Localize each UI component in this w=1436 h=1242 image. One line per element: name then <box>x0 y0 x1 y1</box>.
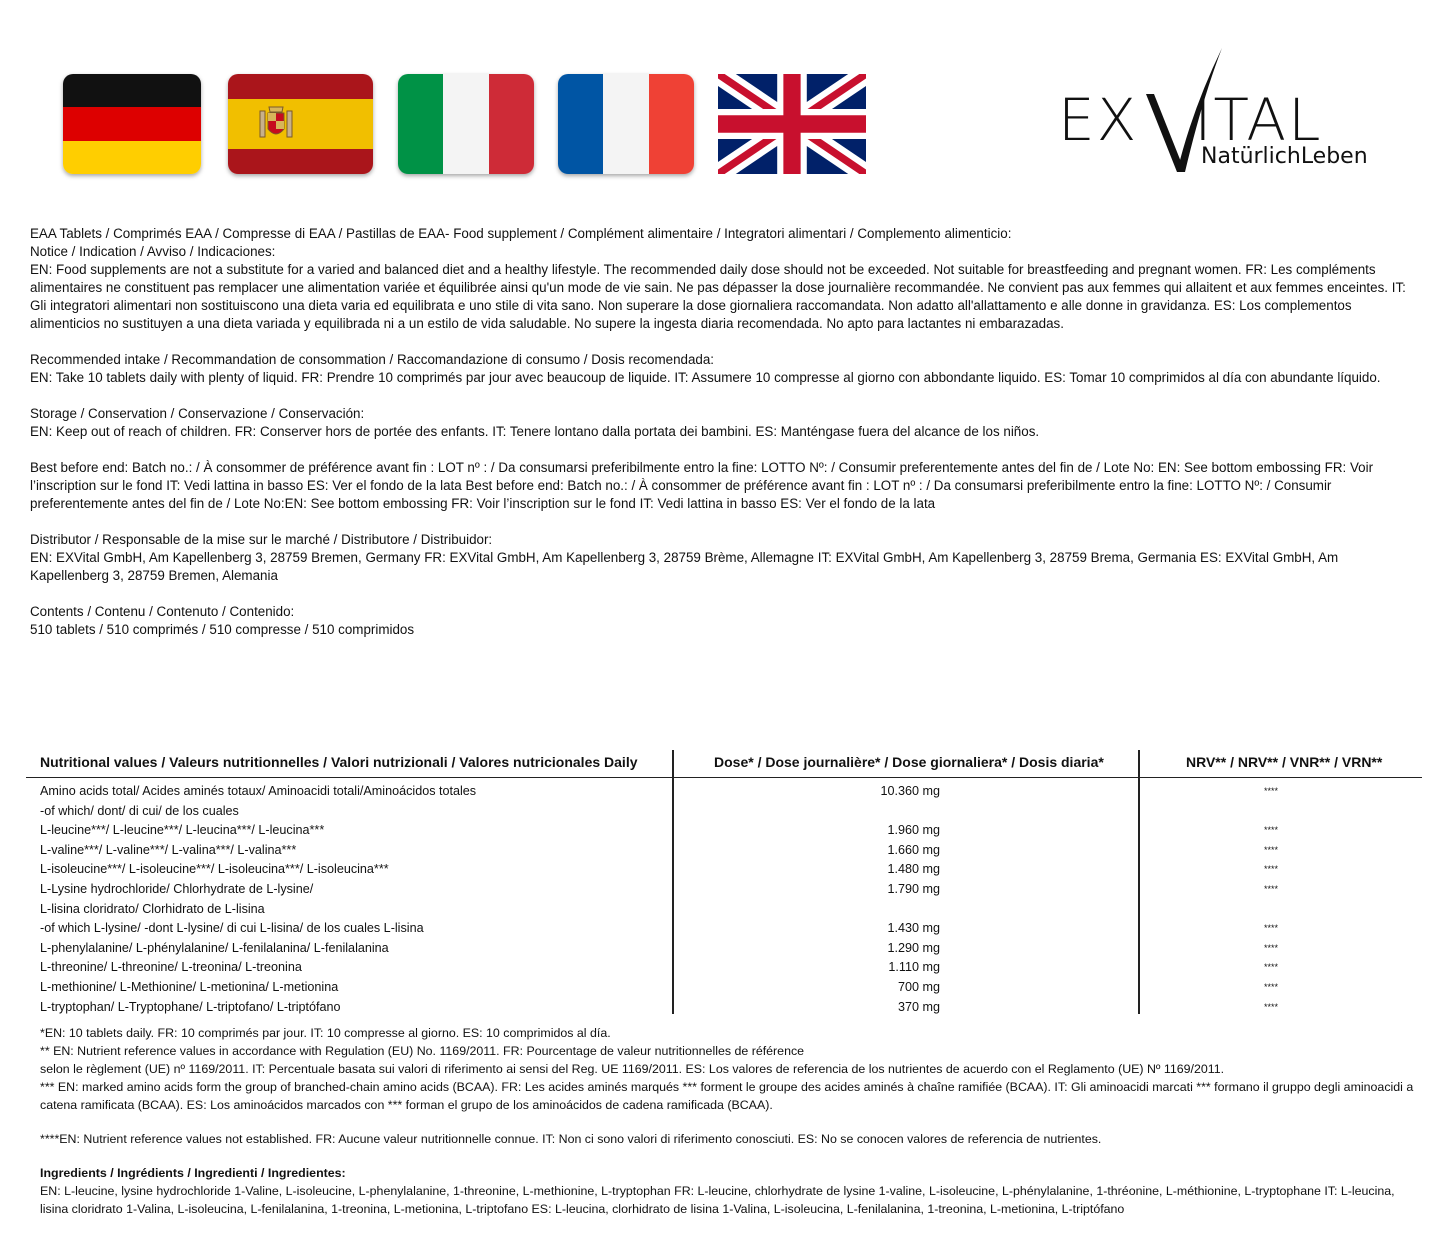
nutrient-amount: 1.660 mg <box>887 842 940 857</box>
nutrient-name: L-lisina cloridrato/ Clorhidrato de L-lisina <box>40 901 265 916</box>
notice-section <box>30 225 1420 333</box>
distributor-section <box>30 531 1420 585</box>
distributor-text: EN: EXVital GmbH, Am Kapellenberg 3, 28759 Bremen, Germany FR: EXVital GmbH, Am Kapellenberg 3, 28759 Brème, Allemagne IT: EXVital GmbH, Am Kapellenberg 3, 28759 Brema, Germania ES: EXVital GmbH, Am Kapellenberg 3, 28759 Bremen, Alemania <box>30 550 1339 583</box>
table-row <box>26 860 1422 880</box>
intake-section <box>30 351 1420 387</box>
table-row <box>26 939 1422 959</box>
header-nrv: NRV** / NRV** / VNR** / VRN** <box>1186 754 1383 770</box>
distributor-heading: Distributor / Responsable de la mise sur le marché / Distributore / Distribuidor: <box>30 532 493 547</box>
uk-flag <box>718 74 866 174</box>
nutrient-nrv: **** <box>1264 923 1279 934</box>
table-header <box>26 750 1422 778</box>
nutrient-amount: 1.790 mg <box>887 881 940 896</box>
notice-text: EN: Food supplements are not a substitute for a varied and balanced diet and a healthy lifestyle. The recommended daily dose should not be exceeded. Not suitable for breastfeeding and pregnant women. FR: Les compléments alimentaires ne constituent pas remplacer une alimentation variée et équilibrée ainsi qu'un mode de vie sain. Ne pas dépasser la dose journalière recommandée. Ne convient pas aux femmes qui allaitent et aux femmes enceintes. IT: Gli integratori alimentari non sostituiscono una dieta varia ed equilibrata e uno stile di vita sano. Non superare la dose giornaliera raccomandata. Non adatto all'allattamento e alle donne in gravidanza. ES: Los complementos alimenticios no sustituyen a una dieta variada y equilibrada ni a un estilo de vida saludable. No supere la ingesta diaria recomendada. No apto para lactantes ni embarazadas. <box>30 262 1406 331</box>
table-row <box>26 802 1422 822</box>
table-row <box>26 958 1422 978</box>
exvital-logo <box>1058 40 1388 180</box>
nutrient-name: L-valine***/ L-valine***/ L-valina***/ L-valina*** <box>40 842 297 857</box>
nutrient-name: L-Lysine hydrochloride/ Chlorhydrate de L-lysine/ <box>40 881 314 896</box>
nutrient-amount: 10.360 mg <box>880 784 940 798</box>
storage-text: EN: Keep out of reach of children. FR: Conserver hors de portée des enfants. IT: Tenere lontano dalla portata dei bambini. ES: Manténgase fuera del alcance de los niños. <box>30 424 1040 439</box>
table-row <box>26 841 1422 861</box>
table-row <box>26 880 1422 900</box>
ingredients-heading: Ingredients / Ingrédients / Ingredienti / Ingredientes: <box>40 1166 346 1180</box>
nutrient-name: L-leucine***/ L-leucine***/ L-leucina***/ L-leucina*** <box>40 823 325 838</box>
nutrient-amount: 370 mg <box>897 999 940 1014</box>
product-title: EAA Tablets / Comprimés EAA / Compresse di EAA / Pastillas de EAA- Food supplement / Complément alimentaire / Integratori alimentari / Complemento alimenticio: <box>30 226 1012 241</box>
nutrient-name: L-isoleucine***/ L-isoleucine***/ L-isoleucina***/ L-isoleucina*** <box>40 862 389 877</box>
nutrient-name: Amino acids total/ Acides aminés totaux/ Aminoacidi totali/Aminoácidos totales <box>40 784 477 798</box>
italy-flag <box>398 74 534 174</box>
contents-heading: Contents / Contenu / Contenuto / Contenido: <box>30 604 295 619</box>
header-nutritional-values: Nutritional values / Valeurs nutritionnelles / Valori nutrizionali / Valores nutricionales Daily <box>40 754 638 770</box>
france-flag <box>558 74 694 174</box>
bestbefore-text: Best before end: Batch no.: / À consommer de préférence avant fin : LOT nº : / Da consumarsi preferibilmente entro la fine: LOTTO Nº: / Consumir preferentemente antes del fin de / Lote No: EN: See bottom embossing FR: Voir l’inscription sur le fond IT: Vedi lattina in basso ES: Ver el fondo de la lata Best before end: Batch no.: / À consommer de préférence avant fin : LOT nº : / Da consumarsi preferibilmente entro la fine: LOTTO Nº: / Consumir preferentemente antes del fin de / Lote No:EN: See bottom embossing FR: Voir l’inscription sur le fond IT: Vedi lattina in basso ES: Ver el fondo de la lata <box>30 460 1374 511</box>
nutrient-nrv: **** <box>1264 864 1279 875</box>
nutrient-name: L-methionine/ L-Methionine/ L-metionina/ L-metionina <box>40 979 339 994</box>
footnote-3: *** EN: marked amino acids form the group of branched-chain amino acids (BCAA). FR: Les acides aminés marqués *** forment le groupe des acides aminés à chaîne ramifiée (BCAA). IT: Gli aminoacidi marcati *** formano il gruppo degli aminoacidi a catena ramificata (BCAA). ES: Los aminoácidos marcados con *** forman el grupo de los aminoácidos de cadena ramificada (BCAA). <box>40 1080 1414 1112</box>
nutrient-nrv: **** <box>1264 883 1279 894</box>
nutrient-name: L-tryptophan/ L-Tryptophane/ L-triptofano/ L-triptófano <box>40 999 341 1014</box>
nutrient-amount: 1.480 mg <box>887 862 940 877</box>
nutrient-amount: 1.110 mg <box>888 960 940 975</box>
nutrient-amount: 700 mg <box>897 979 940 994</box>
nutrient-amount: 1.290 mg <box>887 940 940 955</box>
nutrient-nrv: **** <box>1264 844 1279 855</box>
nutrient-name: L-phenylalanine/ L-phénylalanine/ L-fenilalanina/ L-fenilalanina <box>40 940 389 955</box>
table-row <box>26 782 1422 802</box>
footnote-4: ****EN: Nutrient reference values not established. FR: Aucune valeur nutritionnelle connue. IT: Non ci sono valori di riferimento conosciuti. ES: No se conocen valores de referencia de nutrientes. <box>40 1132 1102 1146</box>
nutrition-table <box>26 750 1422 1017</box>
table-row <box>26 821 1422 841</box>
footnote-1: *EN: 10 tablets daily. FR: 10 comprimés par jour. IT: 10 compresse al giorno. ES: 10 comprimidos al día. <box>40 1026 611 1040</box>
nutrient-nrv: **** <box>1264 825 1279 836</box>
nutrient-nrv: **** <box>1264 942 1279 953</box>
bestbefore-section <box>30 459 1420 513</box>
brand-tagline: NatürlichLeben <box>1201 144 1368 169</box>
table-row <box>26 978 1422 998</box>
intake-text: EN: Take 10 tablets daily with plenty of liquid. FR: Prendre 10 comprimés par jour avec beaucoup de liquide. IT: Assumere 10 compresse al giorno con abbondante liquido. ES: Tomar 10 comprimidos al día con abundante líquido. <box>30 370 1381 385</box>
nutrient-name: -of which L-lysine/ -dont L-lysine/ di cui L-lisina/ de los cuales L-lisina <box>40 921 424 936</box>
spain-flag <box>228 74 373 174</box>
nutrient-nrv: **** <box>1264 786 1279 796</box>
contents-section <box>30 603 1420 639</box>
intake-heading: Recommended intake / Recommandation de consommation / Raccomandazione di consumo / Dosis recomendada: <box>30 352 715 367</box>
table-row <box>26 998 1422 1018</box>
product-information <box>30 225 1420 657</box>
nutrient-nrv: **** <box>1264 962 1279 973</box>
table-body <box>26 782 1422 1017</box>
nutrient-name: -of which/ dont/ di cui/ de los cuales <box>40 803 239 818</box>
brand-name: EX ITAL <box>1058 86 1323 154</box>
ingredients-text: EN: L-leucine, lysine hydrochloride 1-Valine, L-isoleucine, L-phenylalanine, 1-threonine, L-methionine, L-tryptophan FR: L-leucine, chlorhydrate de lysine 1-valine, L-isoleucine, L-phénylalanine, 1-thréonine, L-méthionine, L-tryptophane IT: L-leucina, lisina cloridrato 1-Valina, L-isoleucina, L-fenilalanina, 1-treonina, L-metionina, L-triptofano ES: L-leucina, clorhidrato de lisina 1-Valina, L-isoleucina, L-fenilalanina, 1-treonina, L-metionina, L-triptófano <box>40 1184 1395 1216</box>
nutrient-nrv: **** <box>1264 981 1279 992</box>
footnotes <box>40 1024 1420 1218</box>
germany-flag <box>63 74 201 174</box>
nutrient-nrv: **** <box>1264 1001 1279 1012</box>
footnote-2b: selon le règlement (UE) nº 1169/2011. IT: Percentuale basata sui valori di riferimento ai sensi del Reg. UE 1169/2011. ES: Los valores de referencia de los nutrientes de acuerdo con el Reglamento (UE) Nº 1169/2011. <box>40 1062 1225 1076</box>
contents-text: 510 tablets / 510 comprimés / 510 compresse / 510 comprimidos <box>30 622 415 637</box>
spain-coat-of-arms-icon <box>258 105 294 143</box>
nutrient-name: L-threonine/ L-threonine/ L-treonina/ L-treonina <box>40 960 302 975</box>
nutrient-amount: 1.430 mg <box>887 921 940 936</box>
nutrient-amount: 1.960 mg <box>887 823 940 838</box>
storage-heading: Storage / Conservation / Conservazione / Conservación: <box>30 406 365 421</box>
storage-section <box>30 405 1420 441</box>
table-row <box>26 900 1422 920</box>
footnote-2a: ** EN: Nutrient reference values in accordance with Regulation (EU) No. 1169/2011. FR: Pourcentage de valeur nutritionnelles de référence <box>40 1044 805 1058</box>
table-row <box>26 919 1422 939</box>
notice-heading: Notice / Indication / Avviso / Indicaciones: <box>30 244 276 259</box>
header-daily-dose: Dose* / Dose journalière* / Dose giornaliera* / Dosis diaria* <box>714 754 1104 770</box>
